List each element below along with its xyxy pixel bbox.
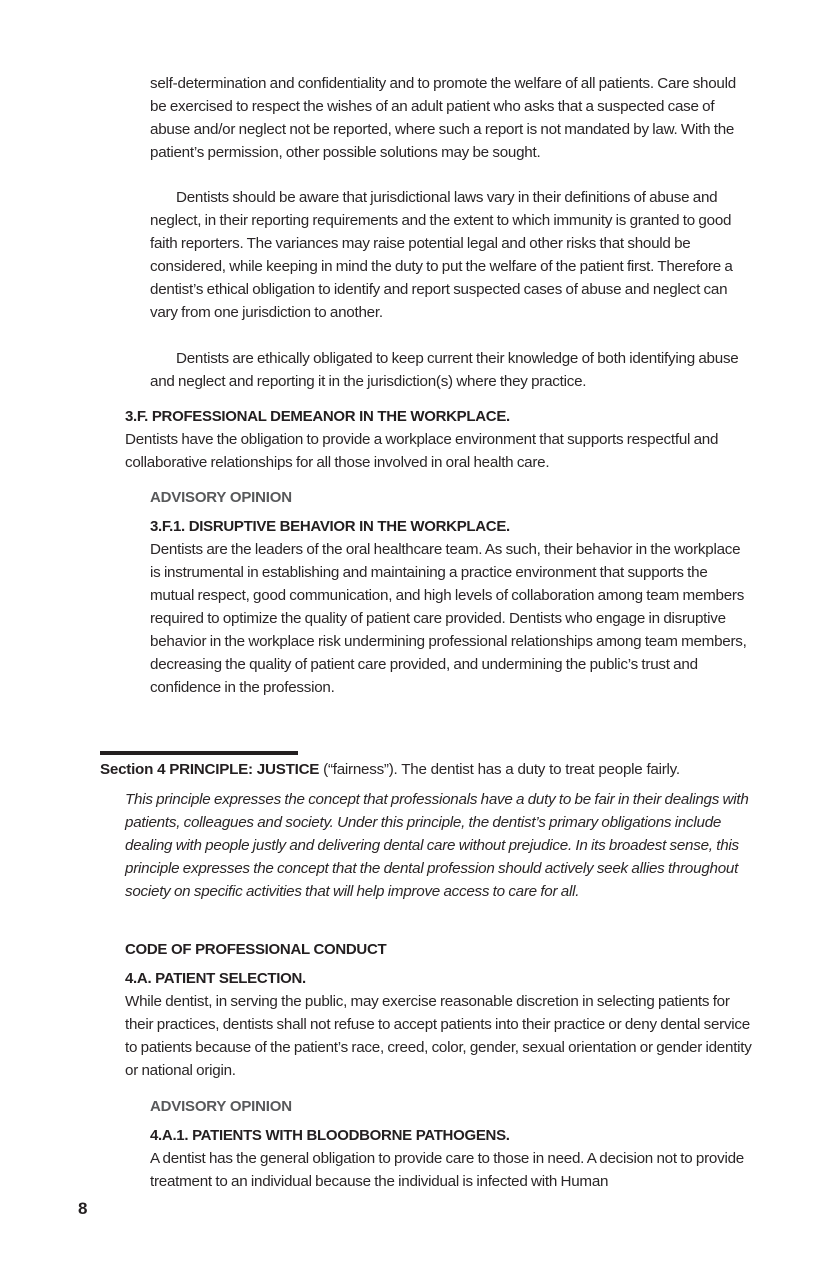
section-4-title (100, 758, 760, 781)
code-of-professional-conduct-heading: CODE OF PROFESSIONAL CONDUCT (125, 941, 387, 958)
section-3f-body: Dentists have the obligation to provide a workplace environment that supports respectful and collaborative relationships for all those involved in oral health care. (125, 431, 719, 471)
section-4a-body: While dentist, in serving the public, may exercise reasonable discretion in selecting patients for their practices, dentists shall not refuse to accept patients into their practice or deny dental service to patients because of the patient’s race, creed, color, gender, sexual orientation or gender identity or national origin. (125, 993, 752, 1079)
continuation-paragraph-2: Dentists should be aware that jurisdictional laws vary in their definitions of abuse and neglect, in their reporting requirements and the extent to which immunity is granted to good faith reporters. The variances may raise potential legal and other risks that should be considered, while keeping in mind the duty to put the welfare of the patient first. Therefore a dentist’s ethical obligation to identify and report suspected cases of abuse and neglect can vary from one jurisdiction to another. (150, 189, 733, 321)
opinion-4a1-heading: 4.A.1. PATIENTS WITH BLOODBORNE PATHOGENS. (150, 1127, 510, 1144)
advisory-opinion-label-4a: ADVISORY OPINION (150, 1098, 292, 1115)
advisory-opinion-label-3f: ADVISORY OPINION (150, 489, 292, 506)
section-4-title-rest: (“fairness”). The dentist has a duty to treat people fairly. (319, 761, 680, 778)
page-number: 8 (78, 1199, 88, 1218)
continuation-paragraph-1: self-determination and confidentiality and to promote the welfare of all patients. Care should be exercised to respect the wishes of an adult patient who asks that a suspected case of abuse and/or neglect not be reported, where such a report is not mandated by law. With the patient’s permission, other possible solutions may be sought. (150, 75, 736, 161)
opinion-3f1-body: Dentists are the leaders of the oral healthcare team. As such, their behavior in the workplace is instrumental in establishing and maintaining a practice environment that supports the mutual respect, good communication, and high levels of collaboration among team members required to optimize the quality of patient care provided. Dentists who engage in disruptive behavior in the workplace risk undermining professional relationships among team members, decreasing the quality of patient care provided, and undermining the public’s trust and confidence in the profession. (150, 541, 747, 696)
opinion-3f1-heading: 3.F.1. DISRUPTIVE BEHAVIOR IN THE WORKPLACE. (150, 518, 510, 535)
continuation-paragraph-3: Dentists are ethically obligated to keep current their knowledge of both identifying abuse and neglect and reporting it in the jurisdiction(s) where they practice. (150, 350, 739, 390)
section-divider-rule (100, 751, 298, 755)
section-3f-heading: 3.F. PROFESSIONAL DEMEANOR IN THE WORKPLACE. (125, 408, 510, 425)
opinion-4a1-body: A dentist has the general obligation to provide care to those in need. A decision not to provide treatment to an individual because the individual is infected with Human (150, 1150, 744, 1190)
section-4-title-bold: Section 4 PRINCIPLE: JUSTICE (100, 761, 320, 778)
section-4-principle-text: This principle expresses the concept that professionals have a duty to be fair in their dealings with patients, colleagues and society. Under this principle, the dentist’s primary obligations include dealing with people justly and delivering dental care without prejudice. In its broadest sense, this principle expresses the concept that the dental profession should actively seek allies throughout society on specific activities that will help improve access to care for all. (125, 791, 749, 900)
section-4a-heading: 4.A. PATIENT SELECTION. (125, 970, 306, 987)
